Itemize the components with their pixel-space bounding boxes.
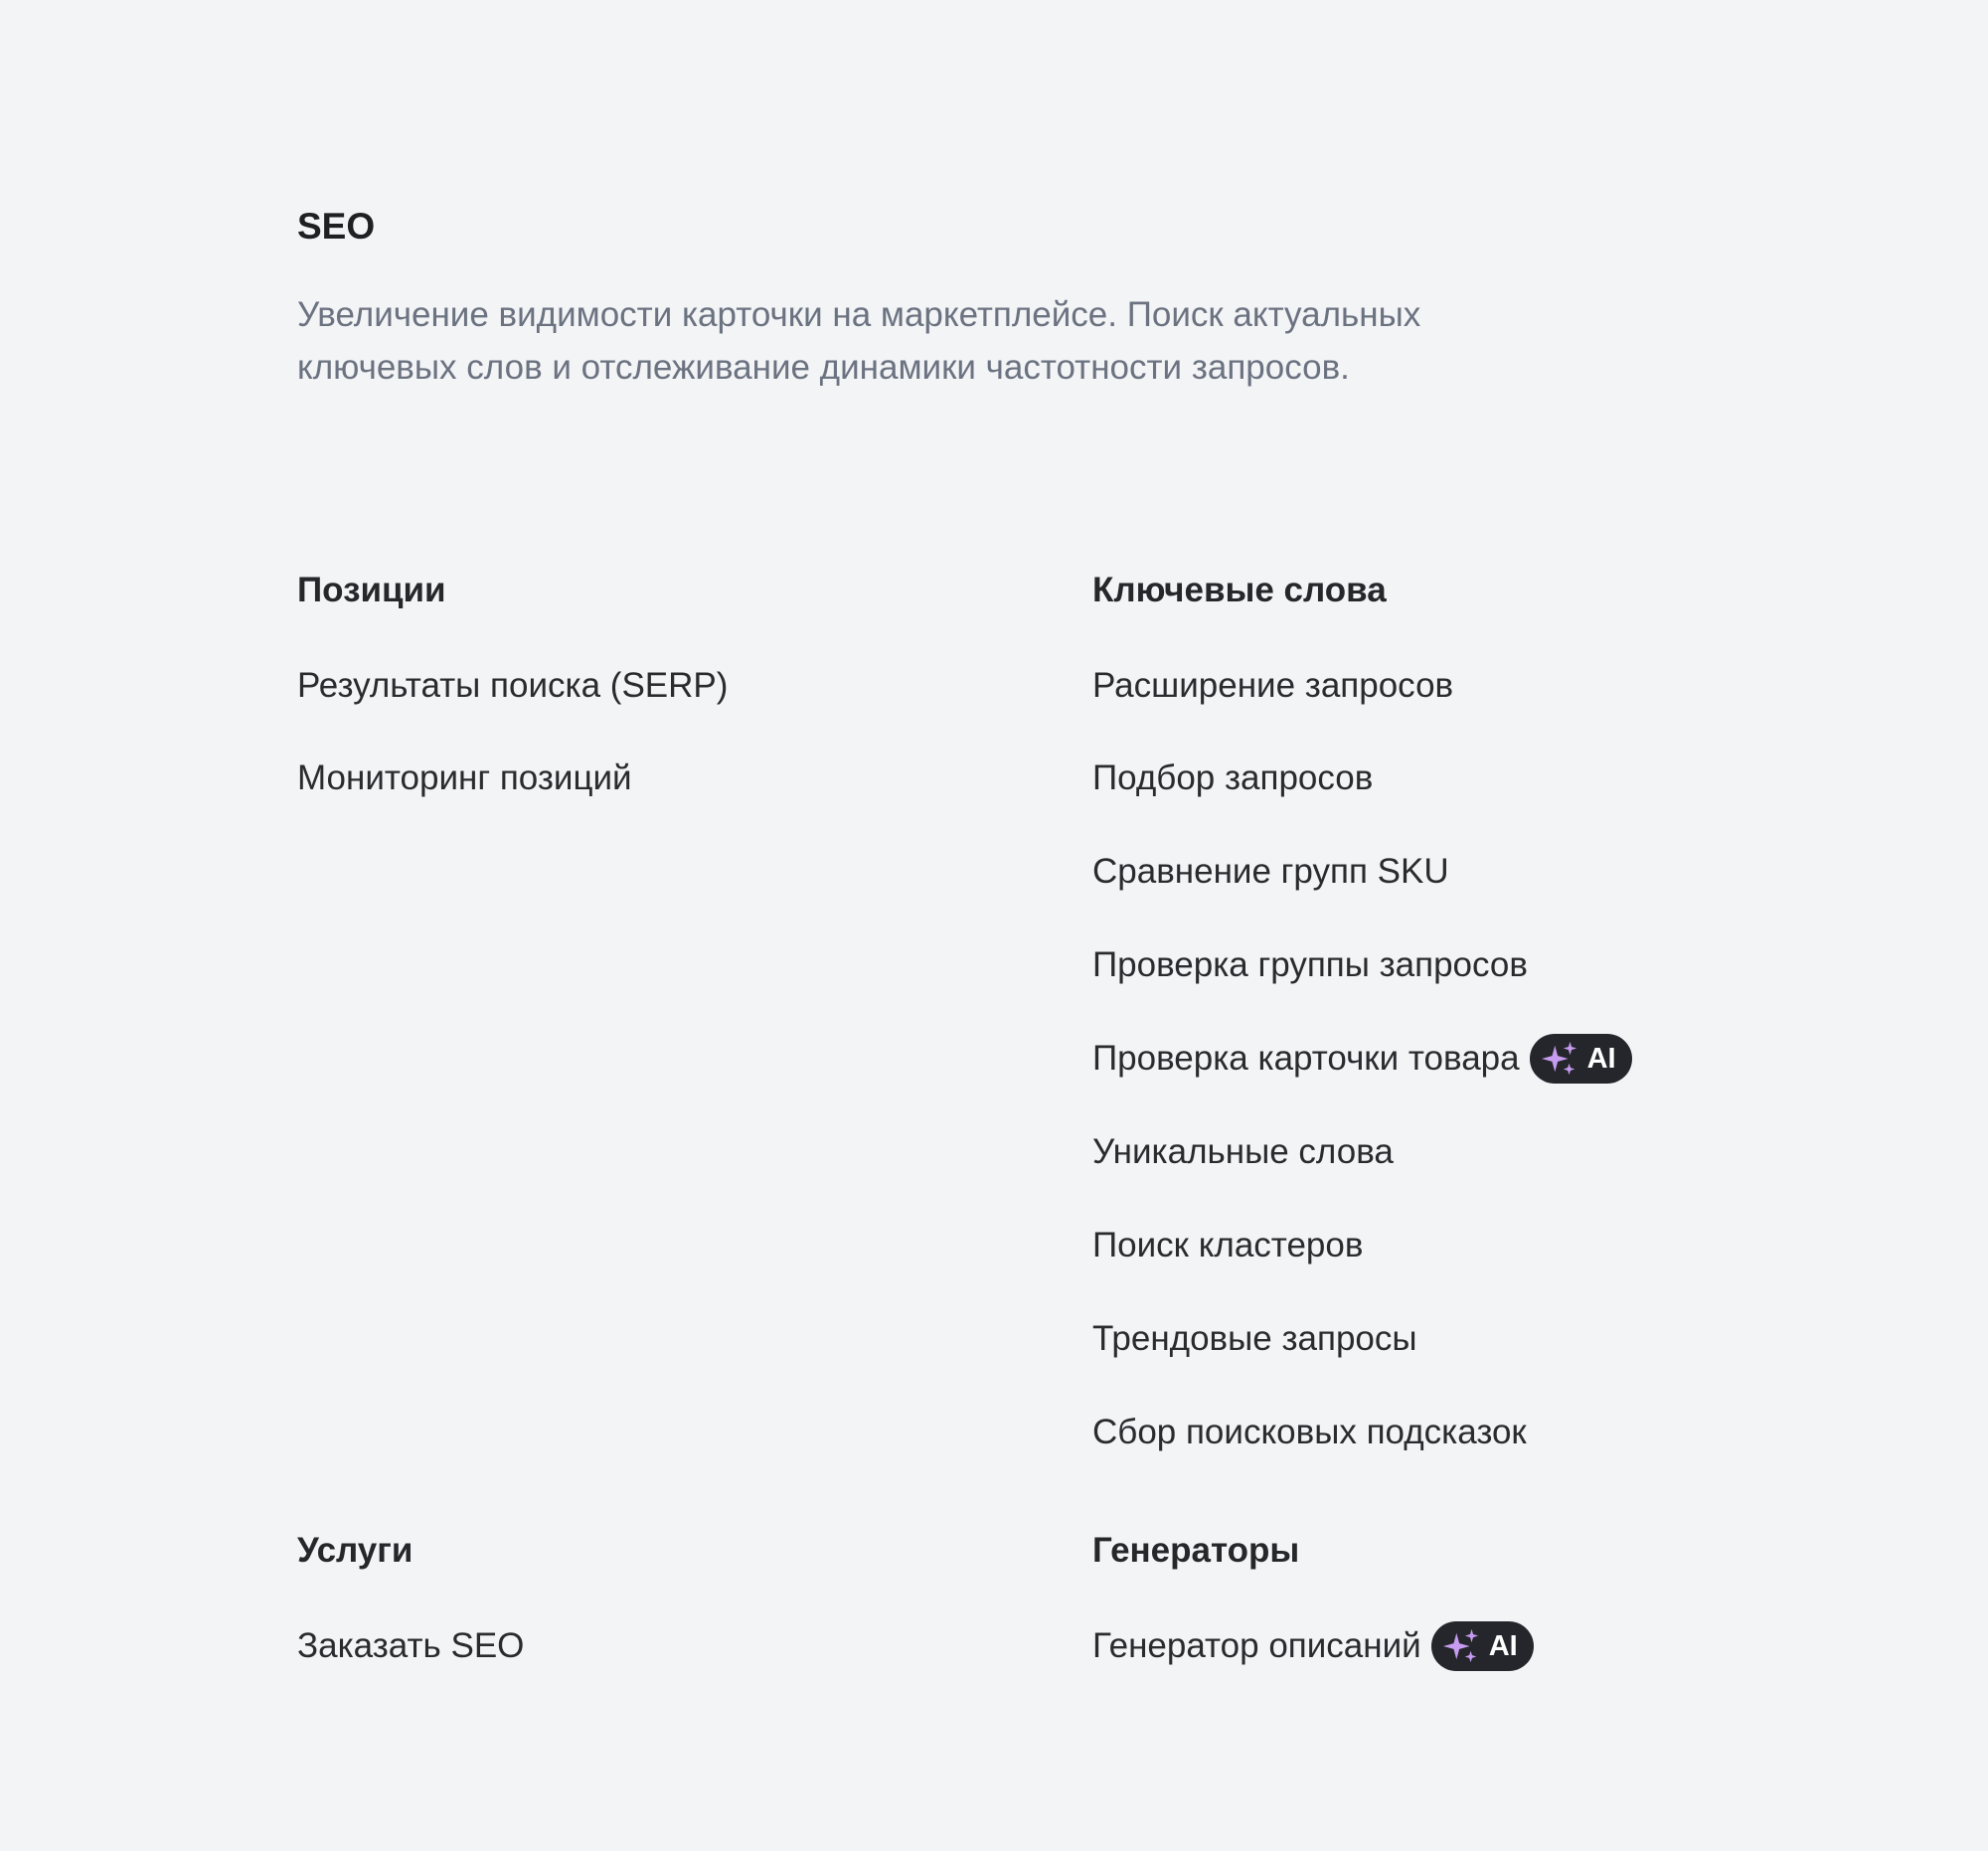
group-title-keywords: Ключевые слова: [1092, 571, 1387, 609]
menu-link-unique-words[interactable]: [1092, 1127, 1394, 1177]
menu-link-description-generator[interactable]: [1092, 1621, 1534, 1671]
menu-link-cluster-search[interactable]: [1092, 1221, 1363, 1270]
menu-link-label: Поиск кластеров: [1092, 1226, 1364, 1264]
sparkles-icon: [1443, 1627, 1481, 1665]
menu-link-query-selection[interactable]: [1092, 754, 1373, 803]
menu-link-product-card-check[interactable]: [1092, 1034, 1632, 1084]
menu-link-search-suggestions[interactable]: [1092, 1408, 1527, 1457]
menu-link-label: Сравнение групп SKU: [1092, 852, 1449, 891]
menu-link-label: Подбор запросов: [1092, 758, 1374, 797]
group-positions: [297, 569, 894, 797]
group-services: [297, 1529, 894, 1665]
menu-link-label: Расширение запросов: [1092, 666, 1454, 705]
menu-link-label: Проверка карточки товара: [1092, 1039, 1520, 1078]
ai-badge: [1530, 1034, 1632, 1084]
menu-link-label: Проверка группы запросов: [1092, 945, 1528, 984]
menu-link-query-expansion[interactable]: [1092, 661, 1453, 711]
menu-link-label: Уникальные слова: [1092, 1132, 1394, 1171]
seo-menu-panel: [297, 0, 1739, 1851]
menu-link-trending-queries[interactable]: [1092, 1314, 1417, 1364]
ai-badge-label: AI: [1586, 1043, 1616, 1075]
menu-link-label: Трендовые запросы: [1092, 1319, 1417, 1358]
menu-link-sku-group-comparison[interactable]: [1092, 847, 1449, 897]
sparkles-icon: [1542, 1040, 1579, 1078]
menu-link-label: Мониторинг позиций: [297, 758, 632, 797]
group-title-services: Услуги: [297, 1531, 414, 1570]
group-generators: [1092, 1529, 1689, 1665]
menu-link-serp[interactable]: [297, 661, 728, 711]
group-title-positions: Позиции: [297, 571, 446, 609]
menu-link-label: Заказать SEO: [297, 1626, 525, 1665]
menu-link-label: Генератор описаний: [1092, 1626, 1421, 1665]
group-keywords: [1092, 569, 1689, 1451]
section-description: Увеличение видимости карточки на маркетплейсе. Поиск актуальных ключевых слов и отслеживание динамики частотности запросов.: [297, 295, 1421, 387]
ai-badge-label: AI: [1488, 1630, 1518, 1662]
menu-link-label: Результаты поиска (SERP): [297, 666, 729, 705]
menu-link-label: Сбор поисковых подсказок: [1092, 1413, 1527, 1451]
section-title: SEO: [297, 206, 376, 247]
menu-link-position-monitoring[interactable]: [297, 754, 632, 803]
group-title-generators: Генераторы: [1092, 1531, 1300, 1570]
ai-badge: [1431, 1621, 1534, 1671]
menu-link-order-seo[interactable]: [297, 1621, 524, 1671]
menu-link-query-group-check[interactable]: [1092, 940, 1528, 990]
